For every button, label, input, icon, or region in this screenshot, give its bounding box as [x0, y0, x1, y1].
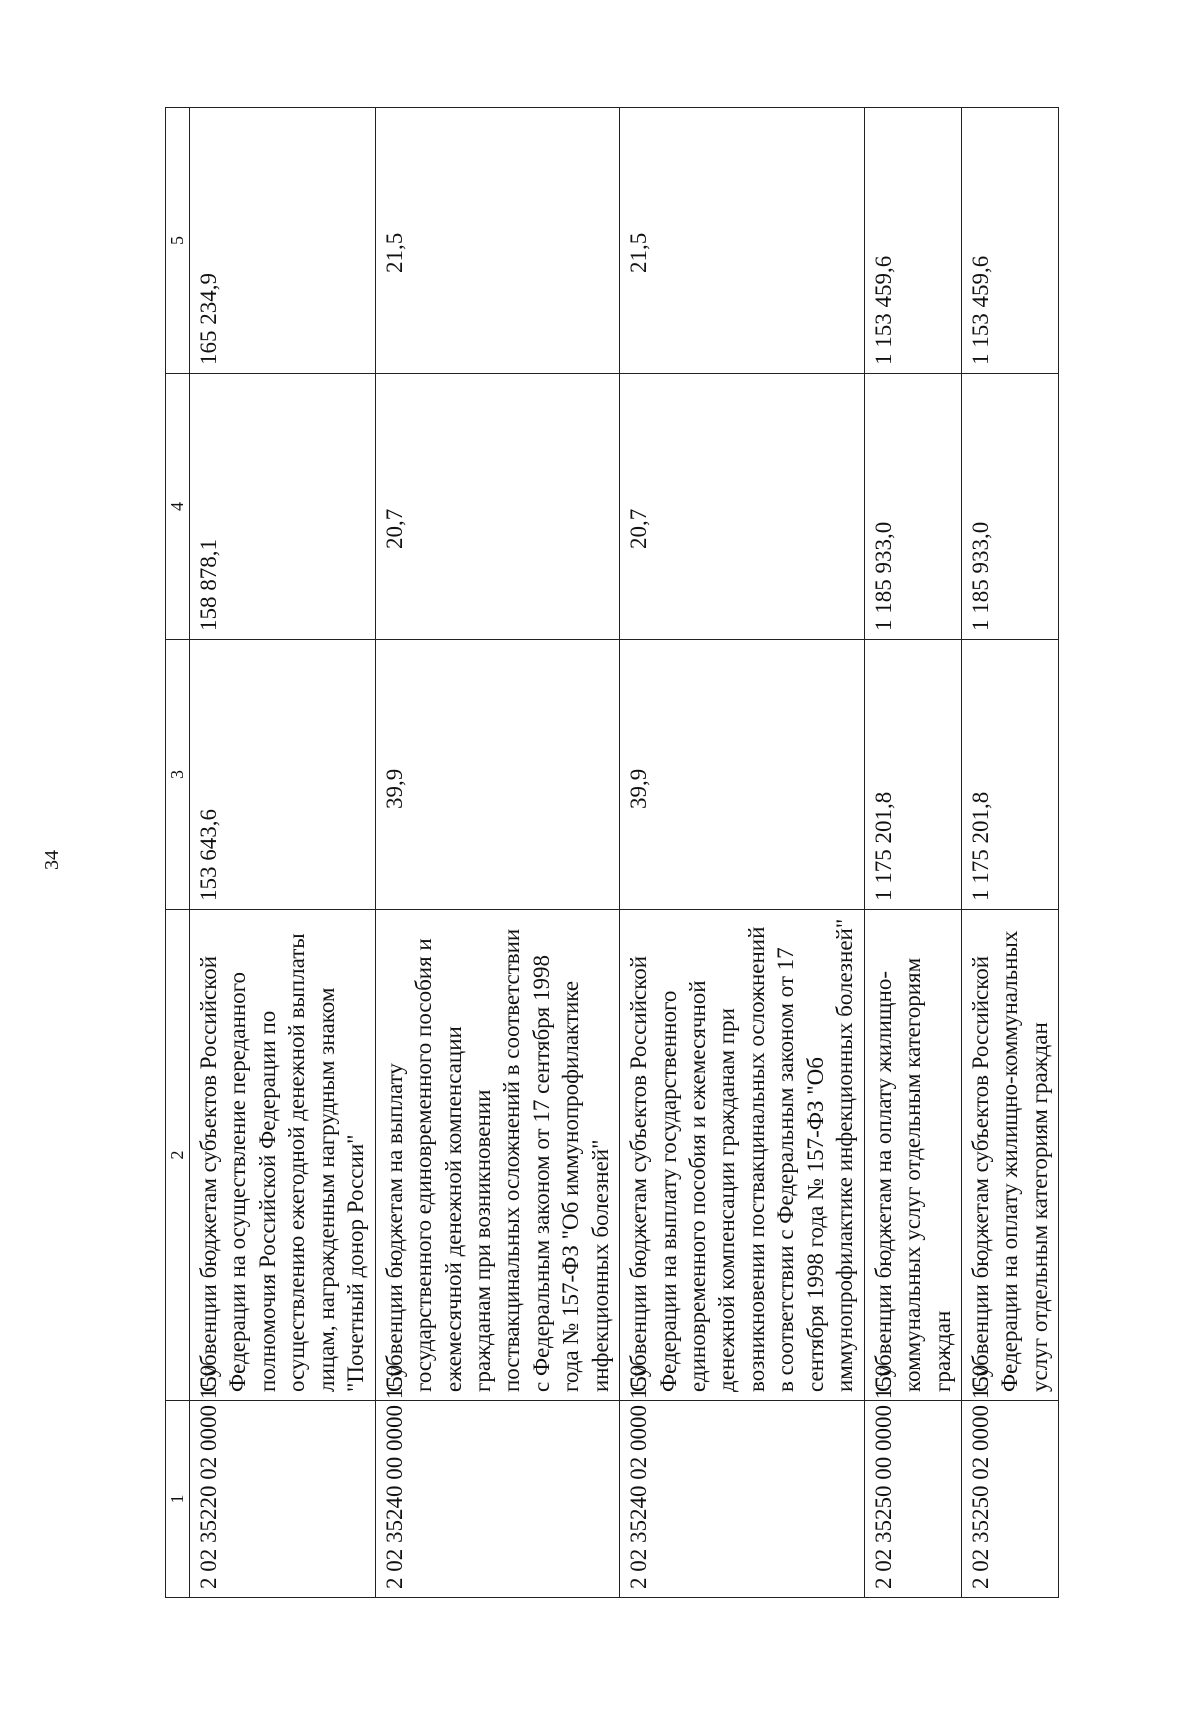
value-col4-cell: 20,7	[620, 374, 865, 640]
table-row	[961, 108, 1058, 1598]
table-row	[190, 108, 376, 1598]
value-col3-cell: 153 643,6	[190, 640, 376, 910]
budget-code-cell: 2 02 35240 02 0000 150	[620, 1401, 865, 1598]
budget-code-cell: 2 02 35250 02 0000 150	[961, 1401, 1058, 1598]
column-header: 5	[166, 108, 190, 374]
description-cell: Субвенции бюджетам субъектов Российской Федерации на оплату жилищно-коммунальных услуг отдельным категориям граждан	[961, 910, 1058, 1401]
value-col4-cell: 20,7	[375, 374, 620, 640]
description-cell: Субвенции бюджетам субъектов Российской Федерации на осуществление переданного полномочия Российской Федерации по осуществлению ежегодной денежной выплаты лицам, награжденным нагрудным знаком "Почетный донор России"	[190, 910, 376, 1401]
value-col3-cell: 39,9	[620, 640, 865, 910]
table-header-row	[166, 108, 190, 1598]
value-col5-cell: 1 153 459,6	[961, 108, 1058, 374]
value-col4-cell: 1 185 933,0	[961, 374, 1058, 640]
table-row	[620, 108, 865, 1598]
value-col4-cell: 1 185 933,0	[864, 374, 961, 640]
budget-code-cell: 2 02 35220 02 0000 150	[190, 1401, 376, 1598]
column-header: 1	[166, 1401, 190, 1598]
value-col5-cell: 21,5	[620, 108, 865, 374]
page-number: 34	[40, 850, 63, 870]
description-cell: Субвенции бюджетам на выплату государственного единовременного пособия и ежемесячной денежной компенсации гражданам при возникновении поствакцинальных осложнений в соответствии с Федеральным законом от 17 сентября 1998 года № 157-ФЗ "Об иммунопрофилактике инфекционных болезней"	[375, 910, 620, 1401]
value-col3-cell: 39,9	[375, 640, 620, 910]
value-col3-cell: 1 175 201,8	[864, 640, 961, 910]
value-col5-cell: 165 234,9	[190, 108, 376, 374]
column-header: 4	[166, 374, 190, 640]
column-header: 3	[166, 640, 190, 910]
description-cell: Субвенции бюджетам субъектов Российской Федерации на выплату государственного единовременного пособия и ежемесячной денежной компенсации гражданам при возникновении поствакцинальных осложнений в соответствии с Федеральным законом от 17 сентября 1998 года № 157-ФЗ "Об иммунопрофилактике инфекционных болезней"	[620, 910, 865, 1401]
budget-table-rotated	[165, 108, 1052, 1598]
value-col3-cell: 1 175 201,8	[961, 640, 1058, 910]
table-row	[375, 108, 620, 1598]
description-cell: Субвенции бюджетам на оплату жилищно-коммунальных услуг отдельным категориям граждан	[864, 910, 961, 1401]
value-col4-cell: 158 878,1	[190, 374, 376, 640]
budget-code-cell: 2 02 35250 00 0000 150	[864, 1401, 961, 1598]
column-header: 2	[166, 910, 190, 1401]
budget-code-cell: 2 02 35240 00 0000 150	[375, 1401, 620, 1598]
budget-table	[165, 107, 1059, 1598]
table-row	[864, 108, 961, 1598]
value-col5-cell: 21,5	[375, 108, 620, 374]
value-col5-cell: 1 153 459,6	[864, 108, 961, 374]
